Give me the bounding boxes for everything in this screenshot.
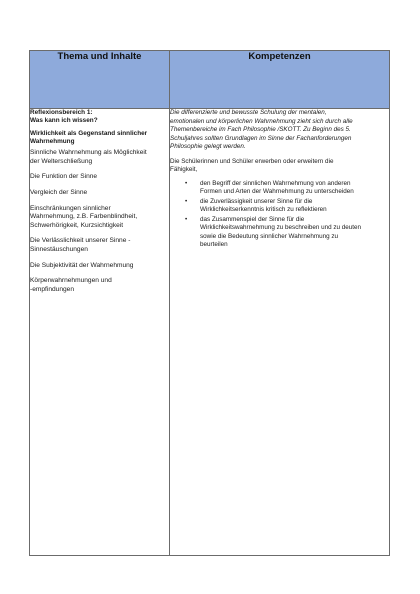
- topic-line: Die Subjektivität der Wahrnehmung: [30, 261, 134, 269]
- topic-line: Vergleich der Sinne: [30, 188, 88, 196]
- header-kompetenzen: Kompetenzen: [170, 51, 390, 109]
- bullet-icon: •: [185, 197, 188, 205]
- section-title-line: Was kann ich wissen?: [30, 117, 98, 125]
- intro-line: Schuljahres sollten Grundlagen im Sinne der Fachanforderungen: [170, 134, 352, 142]
- competency-line: den Begriff der sinnlichen Wahrnehmung von anderen: [200, 179, 351, 187]
- section-title-line: Reflexionsbereich 1:: [30, 109, 93, 116]
- topic-item: [30, 149, 169, 166]
- competency-line: Wirklichkeitserkenntnis kritisch zu reflektieren: [200, 206, 327, 213]
- competency-line: Formen und Arten der Wahrnehmung zu unterscheiden: [200, 188, 354, 195]
- competency-item: [185, 215, 389, 250]
- lead-line: Die Schülerinnen und Schüler erwerben oder erweitern die: [170, 157, 334, 165]
- content-row: [30, 109, 390, 556]
- competencies-lead: [170, 158, 389, 175]
- competencies-intro: [170, 109, 389, 152]
- topic-item: [30, 173, 169, 182]
- topic-item: [30, 237, 169, 254]
- topic-line: -empfindungen: [30, 285, 74, 293]
- topic-line: Wahrnehmung, z.B. Farbenblindheit,: [30, 213, 138, 221]
- competency-item: [185, 179, 389, 197]
- topic-line: Sinnestäuschungen: [30, 245, 88, 253]
- intro-line: emotionalen und körperlichen Wahrnehmung zieht sich durch alle: [170, 117, 353, 125]
- topic-item: [30, 277, 169, 294]
- intro-line: Themenbereiche im Fach Philosophie /SKOTT. Zu Beginn des 5.: [170, 126, 351, 133]
- competency-line: Wirklichkeitswahrnehmung zu beschreiben und zu deuten: [200, 224, 362, 231]
- competency-line: sowie die Bedeutung sinnlicher Wahrnehmung zu: [200, 232, 339, 240]
- lead-line: Fähigkeit,: [170, 166, 198, 173]
- bullet-icon: •: [185, 215, 188, 223]
- competency-list: [170, 180, 389, 250]
- header-row: [30, 51, 390, 109]
- section-subtitle-line: Wahrnehmung: [30, 137, 75, 145]
- section-subtitle-line: Wirklichkeit als Gegenstand sinnlicher: [30, 129, 148, 137]
- topic-line: Die Verlässlichkeit unserer Sinne -: [30, 237, 131, 245]
- competency-item: [185, 197, 389, 215]
- header-thema-inhalte: Thema und Inhalte: [30, 51, 170, 109]
- topic-line: Sinnliche Wahrnehmung als Möglichkeit: [30, 149, 147, 157]
- competency-line: das Zusammenspiel der Sinne für die: [200, 215, 305, 223]
- topic-line: Schwerhörigkeit, Kurzsichtigkeit: [30, 221, 124, 229]
- bullet-icon: •: [185, 179, 188, 187]
- topic-item: [30, 205, 169, 231]
- intro-line: Philosophie gelegt werden.: [170, 143, 246, 150]
- topic-line: Körperwahrnehmungen und: [30, 277, 112, 285]
- section-subtitle: [30, 130, 169, 147]
- topic-item: [30, 262, 169, 271]
- topics-cell: [30, 109, 170, 556]
- competencies-cell: [170, 109, 390, 556]
- topic-line: der Welterschließung: [30, 157, 93, 165]
- topic-line: Die Funktion der Sinne: [30, 173, 98, 181]
- competency-line: beurteilen: [200, 241, 228, 248]
- intro-line: Die differenzierte und bewusste Schulung der mentalen,: [170, 109, 327, 116]
- competency-line: die Zuverlässigkeit unserer Sinne für die: [200, 197, 313, 205]
- topic-line: Einschränkungen sinnlicher: [30, 204, 111, 212]
- topic-item: [30, 189, 169, 198]
- curriculum-table: [29, 50, 390, 556]
- section-title: [30, 109, 169, 126]
